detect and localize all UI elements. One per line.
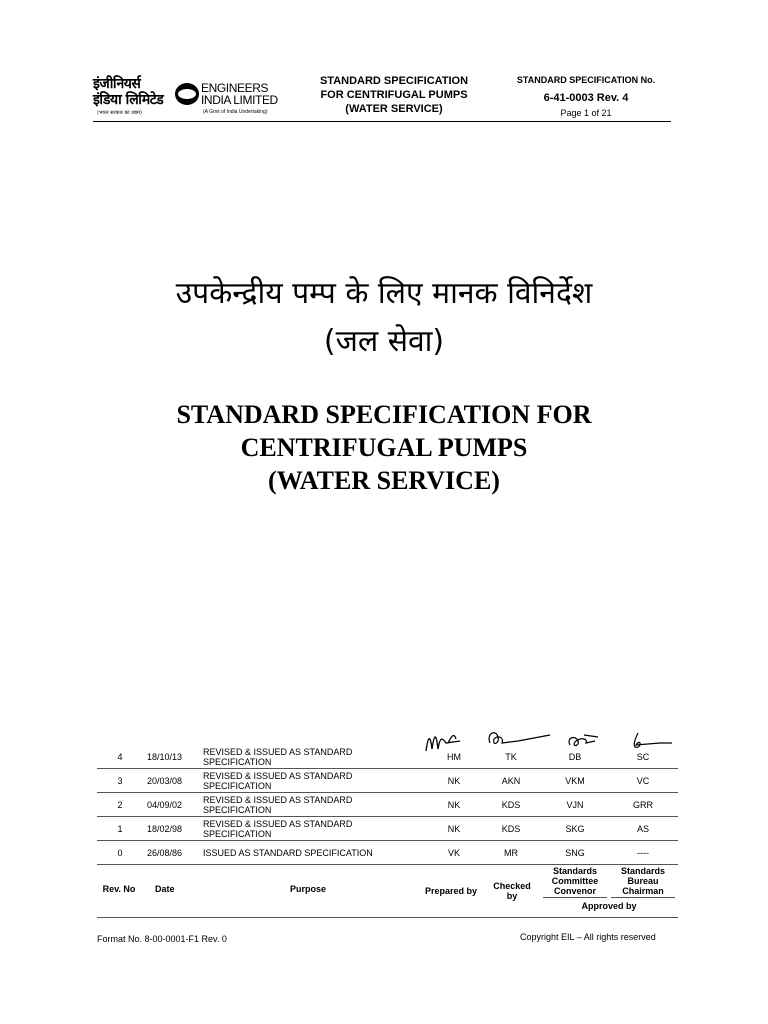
logo-tagline-hindi: (भारत सरकार का उद्यम) <box>97 110 142 116</box>
header-chairman: Standards Bureau Chairman <box>611 865 675 898</box>
header-rule <box>93 121 671 122</box>
header-checked: Checked by <box>493 881 531 901</box>
hindi-title <box>0 270 768 366</box>
document-header <box>93 70 671 122</box>
format-number: Format No. 8-00-0001-F1 Rev. 0 <box>97 934 227 944</box>
logo-english-text <box>201 82 278 106</box>
header-prepared: Prepared by <box>424 886 478 896</box>
rev-cell: 2 <box>117 799 123 810</box>
convenor-cell: DB <box>568 751 582 762</box>
eil-logo <box>93 76 293 120</box>
date-cell: 18/10/13 <box>147 751 183 762</box>
header-purpose: Purpose <box>289 884 326 894</box>
logo-hindi-line1: इंजीनियर्स <box>93 76 141 92</box>
logo-tagline-english: (A Govt of India Undertaking) <box>203 109 268 115</box>
logo-hindi-line2: इंडिया लिमिटेड <box>93 92 164 108</box>
date-cell: 18/02/98 <box>147 823 183 834</box>
english-title <box>0 398 768 497</box>
header-rev: Rev. No <box>102 884 136 894</box>
chairman-cell: VC <box>636 775 650 786</box>
copyright-notice: Copyright EIL – All rights reserved <box>520 932 656 942</box>
rev-cell: 1 <box>117 823 123 834</box>
checked-cell: MR <box>504 847 518 858</box>
table-row <box>97 817 678 841</box>
date-cell: 20/03/08 <box>147 775 183 786</box>
header-date: Date <box>155 884 175 894</box>
spec-number: 6-41-0003 Rev. 4 <box>543 92 629 104</box>
table-row <box>97 841 678 865</box>
purpose-cell: ISSUED AS STANDARD SPECIFICATION <box>203 847 373 858</box>
header-title-line: STANDARD SPECIFICATION <box>319 75 469 87</box>
logo-hindi-text <box>93 76 163 108</box>
rev-cell: 0 <box>117 847 123 858</box>
purpose-cell: REVISED & ISSUED AS STANDARD SPECIFICATION <box>203 770 353 791</box>
header-spec-title <box>299 74 489 116</box>
convenor-cell: VKM <box>565 775 585 786</box>
purpose-cell: REVISED & ISSUED AS STANDARD SPECIFICATION <box>203 746 353 767</box>
convenor-cell: SNG <box>565 847 585 858</box>
english-title-line: STANDARD SPECIFICATION FOR <box>176 400 592 429</box>
prepared-cell: NK <box>447 823 461 834</box>
prepared-cell: HM <box>447 751 461 762</box>
checked-cell: KDS <box>501 799 521 810</box>
chairman-cell: GRR <box>633 799 653 810</box>
rev-cell: 3 <box>117 775 123 786</box>
header-approved-by: Approved by <box>581 901 637 911</box>
header-spec-number-block <box>501 74 671 119</box>
chairman-cell: SC <box>636 751 650 762</box>
convenor-cell: SKG <box>565 823 585 834</box>
checked-cell: AKN <box>501 775 521 786</box>
date-cell: 26/08/86 <box>147 847 183 858</box>
purpose-cell: REVISED & ISSUED AS STANDARD SPECIFICATION <box>203 818 353 839</box>
english-title-line: CENTRIFUGAL PUMPS <box>240 433 528 462</box>
hindi-title-line: (जल सेवा) <box>323 324 445 359</box>
english-title-line: (WATER SERVICE) <box>268 466 500 495</box>
chairman-cell: AS <box>636 823 649 834</box>
eil-emblem-icon <box>175 83 199 105</box>
table-row <box>97 745 678 769</box>
revision-table <box>97 745 678 925</box>
prepared-cell: NK <box>447 775 461 786</box>
table-header <box>97 865 678 921</box>
checked-cell: KDS <box>501 823 521 834</box>
table-bottom-rule <box>97 917 678 918</box>
header-title-line: (WATER SERVICE) <box>345 103 443 115</box>
signature-checked <box>489 733 550 744</box>
date-cell: 04/09/02 <box>147 799 183 810</box>
header-title-line: FOR CENTRIFUGAL PUMPS <box>320 89 468 101</box>
purpose-cell: REVISED & ISSUED AS STANDARD SPECIFICATION <box>203 794 353 815</box>
page-number: Page 1 of 21 <box>560 108 612 118</box>
logo-en-line2: INDIA LIMITED <box>201 93 278 107</box>
prepared-cell: NK <box>447 799 461 810</box>
prepared-cell: VK <box>447 847 460 858</box>
chairman-cell: ---- <box>637 847 649 858</box>
convenor-cell: VJN <box>566 799 584 810</box>
spec-number-label: STANDARD SPECIFICATION No. <box>516 75 656 85</box>
header-convenor: Standards Committee Convenor <box>543 865 607 898</box>
hindi-title-line: उपकेन्द्रीय पम्प के लिए मानक विनिर्देश <box>175 276 593 311</box>
rev-cell: 4 <box>117 751 123 762</box>
signature-convenor <box>569 735 598 746</box>
checked-cell: TK <box>505 751 517 762</box>
table-row <box>97 769 678 793</box>
logo-en-line1: ENGINEERS <box>201 81 269 95</box>
table-row <box>97 793 678 817</box>
